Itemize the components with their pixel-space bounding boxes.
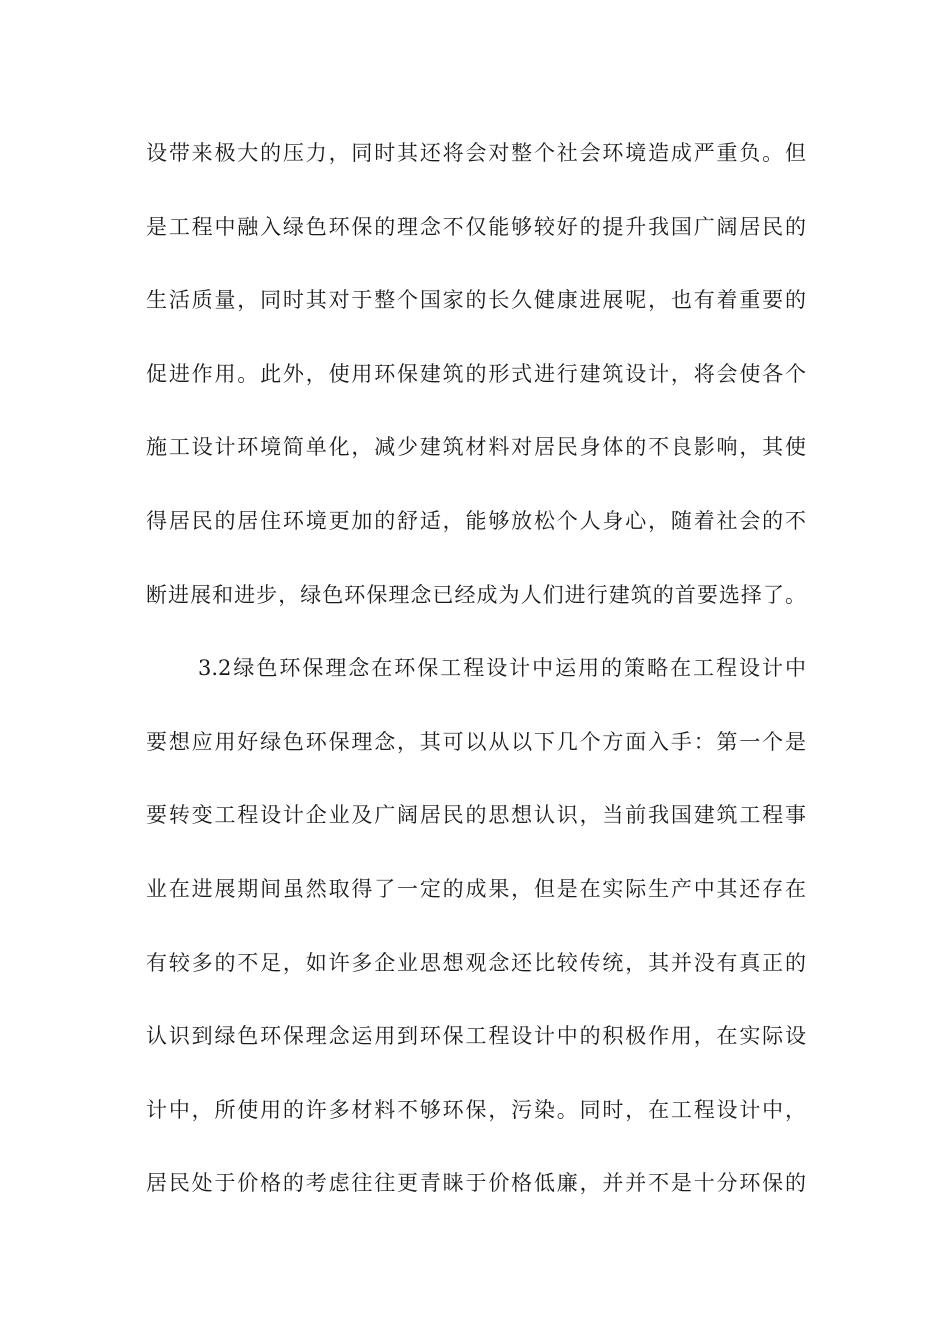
section-heading-line: 3.2绿色环保理念在环保工程设计中运用的策略在工程设计中: [198, 656, 806, 681]
text-line: 业在进展期间虽然取得了一定的成果，但是在实际生产中其还存在: [146, 876, 806, 901]
text-line: 设带来极大的压力，同时其还将会对整个社会环境造成严重负。但: [146, 141, 806, 165]
text-line: 得居民的居住环境更加的舒适，能够放松个人身心，随着社会的不: [146, 508, 806, 533]
text-line: 计中，所使用的许多材料不够环保，污染。同时，在工程设计中，: [146, 1097, 806, 1122]
text-line: 断进展和进步，绿色环保理念已经成为人们进行建筑的首要选择了。: [146, 582, 806, 607]
text-line: 居民处于价格的考虑往往更青睐于价格低廉，并并不是十分环保的: [146, 1171, 806, 1196]
body-text: [146, 130, 806, 1234]
text-line: 是工程中融入绿色环保的理念不仅能够较好的提升我国广阔居民的: [146, 214, 806, 239]
text-line: 要想应用好绿色环保理念，其可以从以下几个方面入手：第一个是: [146, 729, 806, 754]
text-line: 认识到绿色环保理念运用到环保工程设计中的积极作用，在实际设: [146, 1024, 806, 1049]
text-line: 施工设计环境简单化，减少建筑材料对居民身体的不良影响，其使: [146, 435, 806, 460]
text-line: 要转变工程设计企业及广阔居民的思想认识，当前我国建筑工程事: [146, 803, 806, 828]
text-line: 生活质量，同时其对于整个国家的长久健康进展呢，也有着重要的: [146, 288, 806, 313]
text-line: 促进作用。此外，使用环保建筑的形式进行建筑设计，将会使各个: [146, 361, 806, 386]
text-line: 有较多的不足，如许多企业思想观念还比较传统，其并没有真正的: [146, 950, 806, 975]
